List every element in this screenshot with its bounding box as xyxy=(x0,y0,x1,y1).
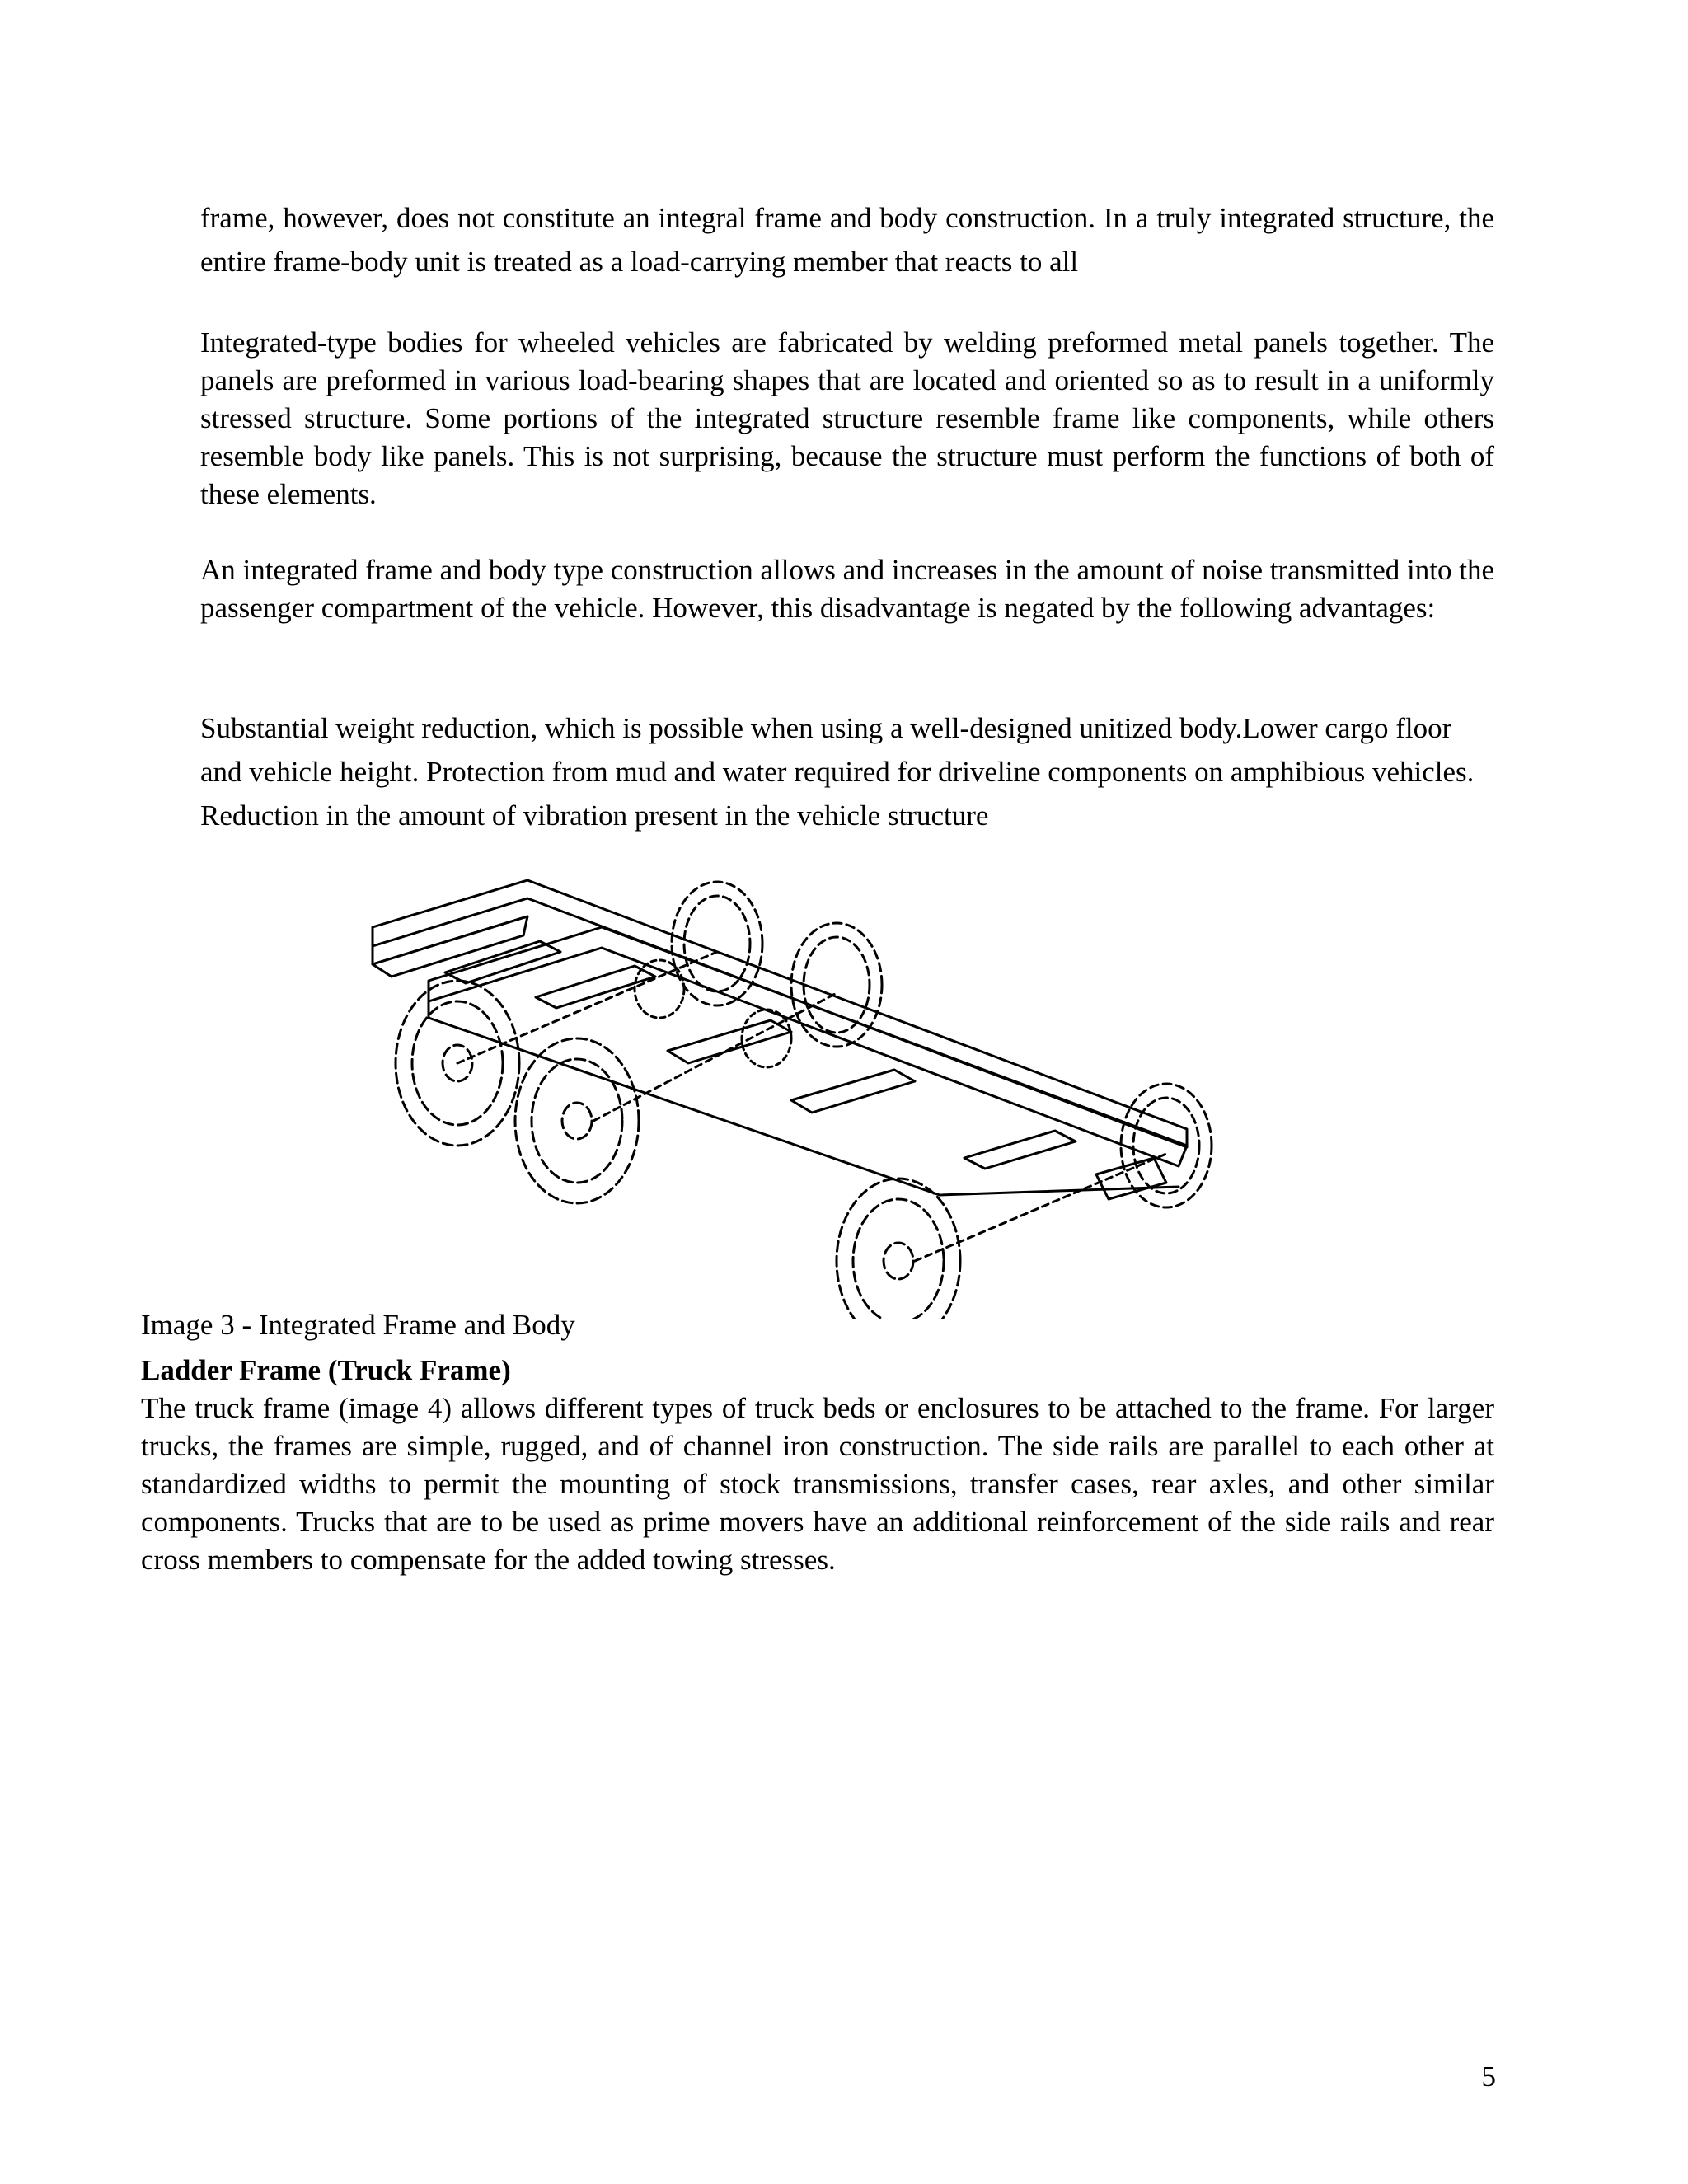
paragraph-truck-frame: The truck frame (image 4) allows different types of truck beds or enclosures to be attached to the frame. For larger trucks, the frames are simple, rugged, and of channel iron construction. The side rails are parallel to each other at standardized widths to permit the mounting of stock transmissions, transfer cases, rear axles, and other similar components. Trucks that are to be used as prime movers have an additional reinforcement of the side rails and rear cross members to compensate for the added towing stresses. xyxy=(141,1392,1494,1576)
integrated-frame-illustration xyxy=(363,874,1269,1319)
paragraph-frame-intro: frame, however, does not constitute an integral frame and body construction. In a truly integrated structure, the entire frame-body unit is treated as a load-carrying member that reacts to all xyxy=(200,202,1494,278)
chassis-drawing xyxy=(363,874,1269,1319)
paragraph-advantages: Substantial weight reduction, which is possible when using a well-designed unitized body.Lower cargo floor and vehicle height. Protection from mud and water required for driveline components on amphibious vehicles. Reduction in the amount of vibration present in the vehicle structure xyxy=(200,712,1475,832)
wheel-near-rear-2 xyxy=(515,1038,639,1203)
figure-caption: Image 3 - Integrated Frame and Body xyxy=(141,1309,575,1341)
page-number: 5 xyxy=(1481,2060,1496,2093)
frame-cross-members xyxy=(445,941,1166,1199)
wheel-far-rear-1 xyxy=(672,882,762,1005)
paragraph-noise-disadvantage: An integrated frame and body type construction allows and increases in the amount of noise transmitted into the passenger compartment of the vehicle. However, this disadvantage is negated by the following advantages: xyxy=(200,554,1494,624)
section-heading: Ladder Frame (Truck Frame) xyxy=(141,1354,511,1386)
paragraph-integrated-bodies: Integrated-type bodies for wheeled vehicles are fabricated by welding preformed metal panels together. The panels are preformed in various load-bearing shapes that are located and oriented so as to result in a uniformly stressed structure. Some portions of the integrated structure resemble frame like components, while others resemble body like panels. This is not surprising, because the structure must perform the functions of both of these elements. xyxy=(200,326,1494,510)
axles xyxy=(457,952,1166,1261)
frame-right-rail xyxy=(373,916,1187,1195)
